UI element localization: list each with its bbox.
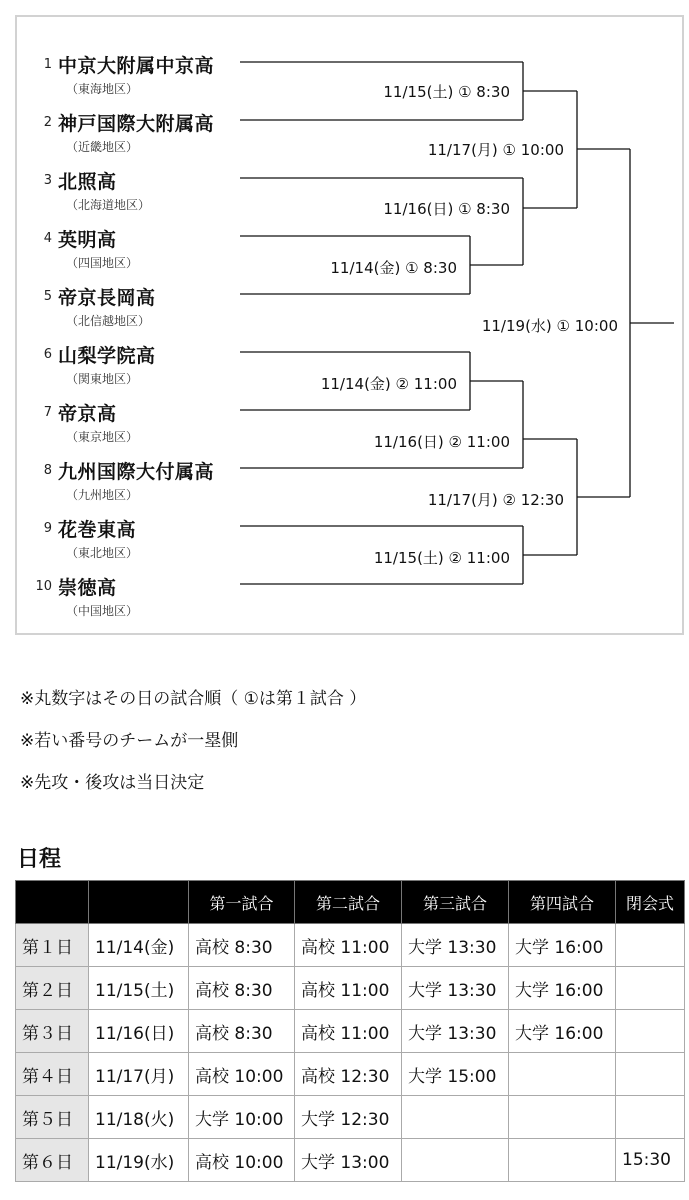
team-region: （近畿地区） <box>66 140 139 154</box>
team-name: 神戸国際大附属高 <box>58 113 215 135</box>
note: ※先攻・後攻は当日決定 <box>20 773 205 793</box>
table-cell: 高校 10:00 <box>189 1053 295 1096</box>
bracket-line <box>523 381 577 468</box>
table-cell <box>616 1096 685 1139</box>
table-cell: 大学 16:00 <box>509 1010 616 1053</box>
table-row <box>16 1096 685 1139</box>
table-cell <box>509 1096 616 1139</box>
table-cell: 大学 13:30 <box>402 1010 509 1053</box>
team-name: 帝京高 <box>58 403 117 425</box>
bracket-line <box>523 526 577 584</box>
table-cell: 大学 13:00 <box>295 1139 402 1182</box>
date-cell: 11/18(火) <box>89 1096 189 1139</box>
team-name: 帝京長岡高 <box>58 287 156 309</box>
team-name: 九州国際大付属高 <box>58 461 215 483</box>
notes <box>20 684 366 810</box>
day-cell: 第５日 <box>16 1096 89 1139</box>
schedule-title: 日程 <box>17 847 62 872</box>
team-name: 崇徳高 <box>58 577 117 599</box>
column-header: 第四試合 <box>509 881 616 924</box>
match-label: 11/17(月) ② 12:30 <box>427 491 564 509</box>
team-region: （関東地区） <box>66 372 139 386</box>
bracket-line <box>523 178 577 265</box>
table-row <box>16 924 685 967</box>
team-name: 英明高 <box>58 229 117 251</box>
table-header-row <box>16 881 685 924</box>
table-cell: 高校 8:30 <box>189 967 295 1010</box>
match-label: 11/15(土) ② 11:00 <box>373 549 510 567</box>
day-cell: 第６日 <box>16 1139 89 1182</box>
team-seed: 10 <box>35 579 52 594</box>
table-cell <box>616 924 685 967</box>
bracket-line <box>630 149 674 497</box>
team-region: （北海道地区） <box>66 198 151 212</box>
bracket-line <box>577 439 630 555</box>
column-header <box>16 881 89 924</box>
table-cell <box>402 1139 509 1182</box>
team-region: （東海地区） <box>66 82 139 96</box>
table-cell <box>509 1053 616 1096</box>
table-cell: 大学 16:00 <box>509 967 616 1010</box>
team-name: 花巻東高 <box>58 519 137 541</box>
bracket-line <box>577 91 630 208</box>
table-cell: 高校 11:00 <box>295 1010 402 1053</box>
table-row <box>16 1139 685 1182</box>
match-label: 11/16(日) ① 8:30 <box>383 200 510 218</box>
team-seed: 9 <box>43 521 52 536</box>
team-seed: 6 <box>43 347 52 362</box>
table-row <box>16 1053 685 1096</box>
team-region: （東京地区） <box>66 430 139 444</box>
table-cell: 高校 12:30 <box>295 1053 402 1096</box>
match-label: 11/16(日) ② 11:00 <box>373 433 510 451</box>
match-label: 11/14(金) ① 8:30 <box>330 259 457 277</box>
table-cell <box>616 967 685 1010</box>
match-label: 11/14(金) ② 11:00 <box>320 375 457 393</box>
table-cell: 高校 8:30 <box>189 924 295 967</box>
note: ※丸数字はその日の試合順（ ①は第１試合 ） <box>20 689 367 709</box>
table-cell <box>616 1053 685 1096</box>
team-region: （東北地区） <box>66 546 139 560</box>
team-seed: 3 <box>43 173 52 188</box>
day-cell: 第２日 <box>16 967 89 1010</box>
schedule-table <box>15 880 685 1182</box>
table-cell: 15:30 <box>616 1139 685 1182</box>
bracket-line <box>470 352 523 410</box>
column-header: 第二試合 <box>295 881 402 924</box>
day-cell: 第３日 <box>16 1010 89 1053</box>
date-cell: 11/14(金) <box>89 924 189 967</box>
table-cell <box>509 1139 616 1182</box>
table-row <box>16 1010 685 1053</box>
note: ※若い番号のチームが一塁側 <box>20 731 239 751</box>
table-cell: 大学 13:30 <box>402 924 509 967</box>
table-cell: 大学 12:30 <box>295 1096 402 1139</box>
team-seed: 7 <box>43 405 52 420</box>
table-cell: 大学 13:30 <box>402 967 509 1010</box>
team-seed: 5 <box>43 289 52 304</box>
column-header <box>89 881 189 924</box>
date-cell: 11/19(水) <box>89 1139 189 1182</box>
table-cell: 大学 10:00 <box>189 1096 295 1139</box>
team-name: 山梨学院高 <box>58 345 156 367</box>
column-header: 第一試合 <box>189 881 295 924</box>
date-cell: 11/16(日) <box>89 1010 189 1053</box>
column-header: 第三試合 <box>402 881 509 924</box>
team-seed: 8 <box>43 463 52 478</box>
table-cell <box>616 1010 685 1053</box>
day-cell: 第４日 <box>16 1053 89 1096</box>
team-name: 北照高 <box>58 171 117 193</box>
team-region: （北信越地区） <box>66 314 151 328</box>
table-cell: 高校 11:00 <box>295 967 402 1010</box>
team-seed: 2 <box>43 115 52 130</box>
team-region: （四国地区） <box>66 256 139 270</box>
team-seed: 1 <box>43 57 52 72</box>
table-cell: 高校 10:00 <box>189 1139 295 1182</box>
team-seed: 4 <box>43 231 52 246</box>
team-region: （九州地区） <box>66 488 139 502</box>
table-cell: 大学 16:00 <box>509 924 616 967</box>
date-cell: 11/15(土) <box>89 967 189 1010</box>
bracket-line <box>470 236 523 294</box>
day-cell: 第１日 <box>16 924 89 967</box>
table-cell: 高校 8:30 <box>189 1010 295 1053</box>
column-header: 閉会式 <box>616 881 685 924</box>
table-row <box>16 967 685 1010</box>
table-cell: 大学 15:00 <box>402 1053 509 1096</box>
team-name: 中京大附属中京高 <box>58 55 215 77</box>
team-region: （中国地区） <box>66 604 139 618</box>
match-label: 11/17(月) ① 10:00 <box>427 141 564 159</box>
match-label: 11/15(土) ① 8:30 <box>383 83 510 101</box>
bracket-line <box>523 62 577 120</box>
date-cell: 11/17(月) <box>89 1053 189 1096</box>
table-cell: 高校 11:00 <box>295 924 402 967</box>
table-cell <box>402 1096 509 1139</box>
final-match-label: 11/19(水) ① 10:00 <box>481 317 618 335</box>
